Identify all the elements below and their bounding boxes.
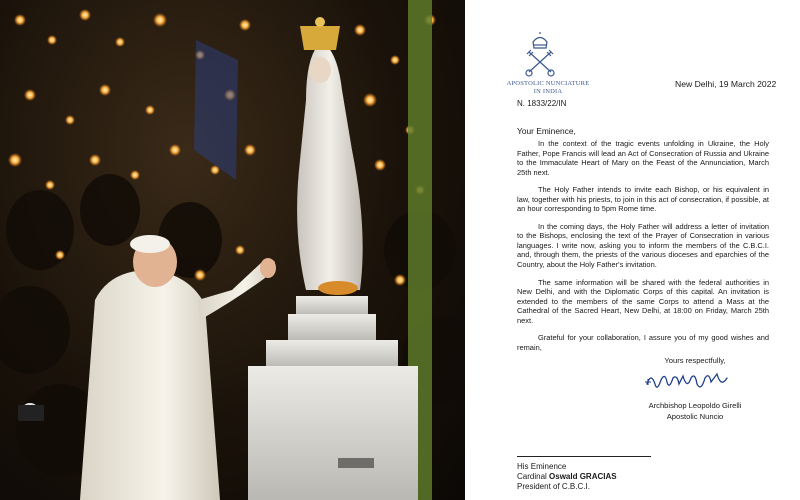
letterhead-line1: APOSTOLIC NUNCIATURE	[506, 80, 590, 87]
closing: Yours respectfully,	[664, 356, 726, 365]
reference-number: N. 1833/22/IN	[517, 99, 567, 108]
letterhead-line2: IN INDIA	[533, 88, 563, 95]
addressee-line1: His Eminence	[517, 462, 567, 471]
dateline: New Delhi, 19 March 2022	[675, 79, 777, 89]
divider	[517, 456, 651, 457]
signer-title: Apostolic Nuncio	[666, 411, 724, 421]
nunciature-letter	[465, 0, 800, 500]
paragraph-4: The same information will be shared with the federal authorities in New Delhi, and with the Diplomatic Corps of this capital. An invitation is extended to the members of the same Corps to attend a Mass at the Cathedral of the Sacred Heart, New Delhi, at 18:00 on Friday, March 25th next.	[517, 277, 769, 325]
cardinal-name: Oswald GRACIAS	[549, 471, 617, 481]
signer-block	[615, 401, 775, 422]
letter-body	[517, 139, 769, 360]
addressee-line3: President of C.B.C.I.	[517, 481, 590, 491]
paragraph-5: Grateful for your collaboration, I assure you of my good wishes and remain,	[517, 333, 769, 352]
papal-crossed-keys-icon	[523, 32, 557, 78]
paragraph-1: In the context of the tragic events unfolding in Ukraine, the Holy Father, Pope Francis will lead an Act of Consecration of Russia and Ukraine to the Immaculate Heart of Mary on the Feast of the Annunciation, March 25th next.	[517, 139, 769, 177]
signer-name: Archbishop Leopoldo Girelli	[648, 401, 742, 410]
salutation: Your Eminence,	[517, 126, 576, 136]
addressee-line2	[517, 472, 617, 482]
paragraph-2: The Holy Father intends to invite each Bishop, or his equivalent in law, together with his priests, to join in this act of consecration, if possible, at an hour corresponding to 5pm Rome time.	[517, 185, 769, 214]
letterhead-office	[505, 80, 591, 96]
handwritten-signature	[643, 368, 733, 396]
addressee-block	[517, 462, 617, 491]
cardinal-prefix: Cardinal	[517, 471, 550, 481]
paragraph-3: In the coming days, the Holy Father will address a letter of invitation to the Bishops, enclosing the text of the Prayer of Consecration in various languages. I write now, asking you to inform the members of the C.B.C.I. and, through them, the priests of the various dioceses and eparchies of the Country, about the Holy Father's invitation.	[517, 221, 769, 270]
